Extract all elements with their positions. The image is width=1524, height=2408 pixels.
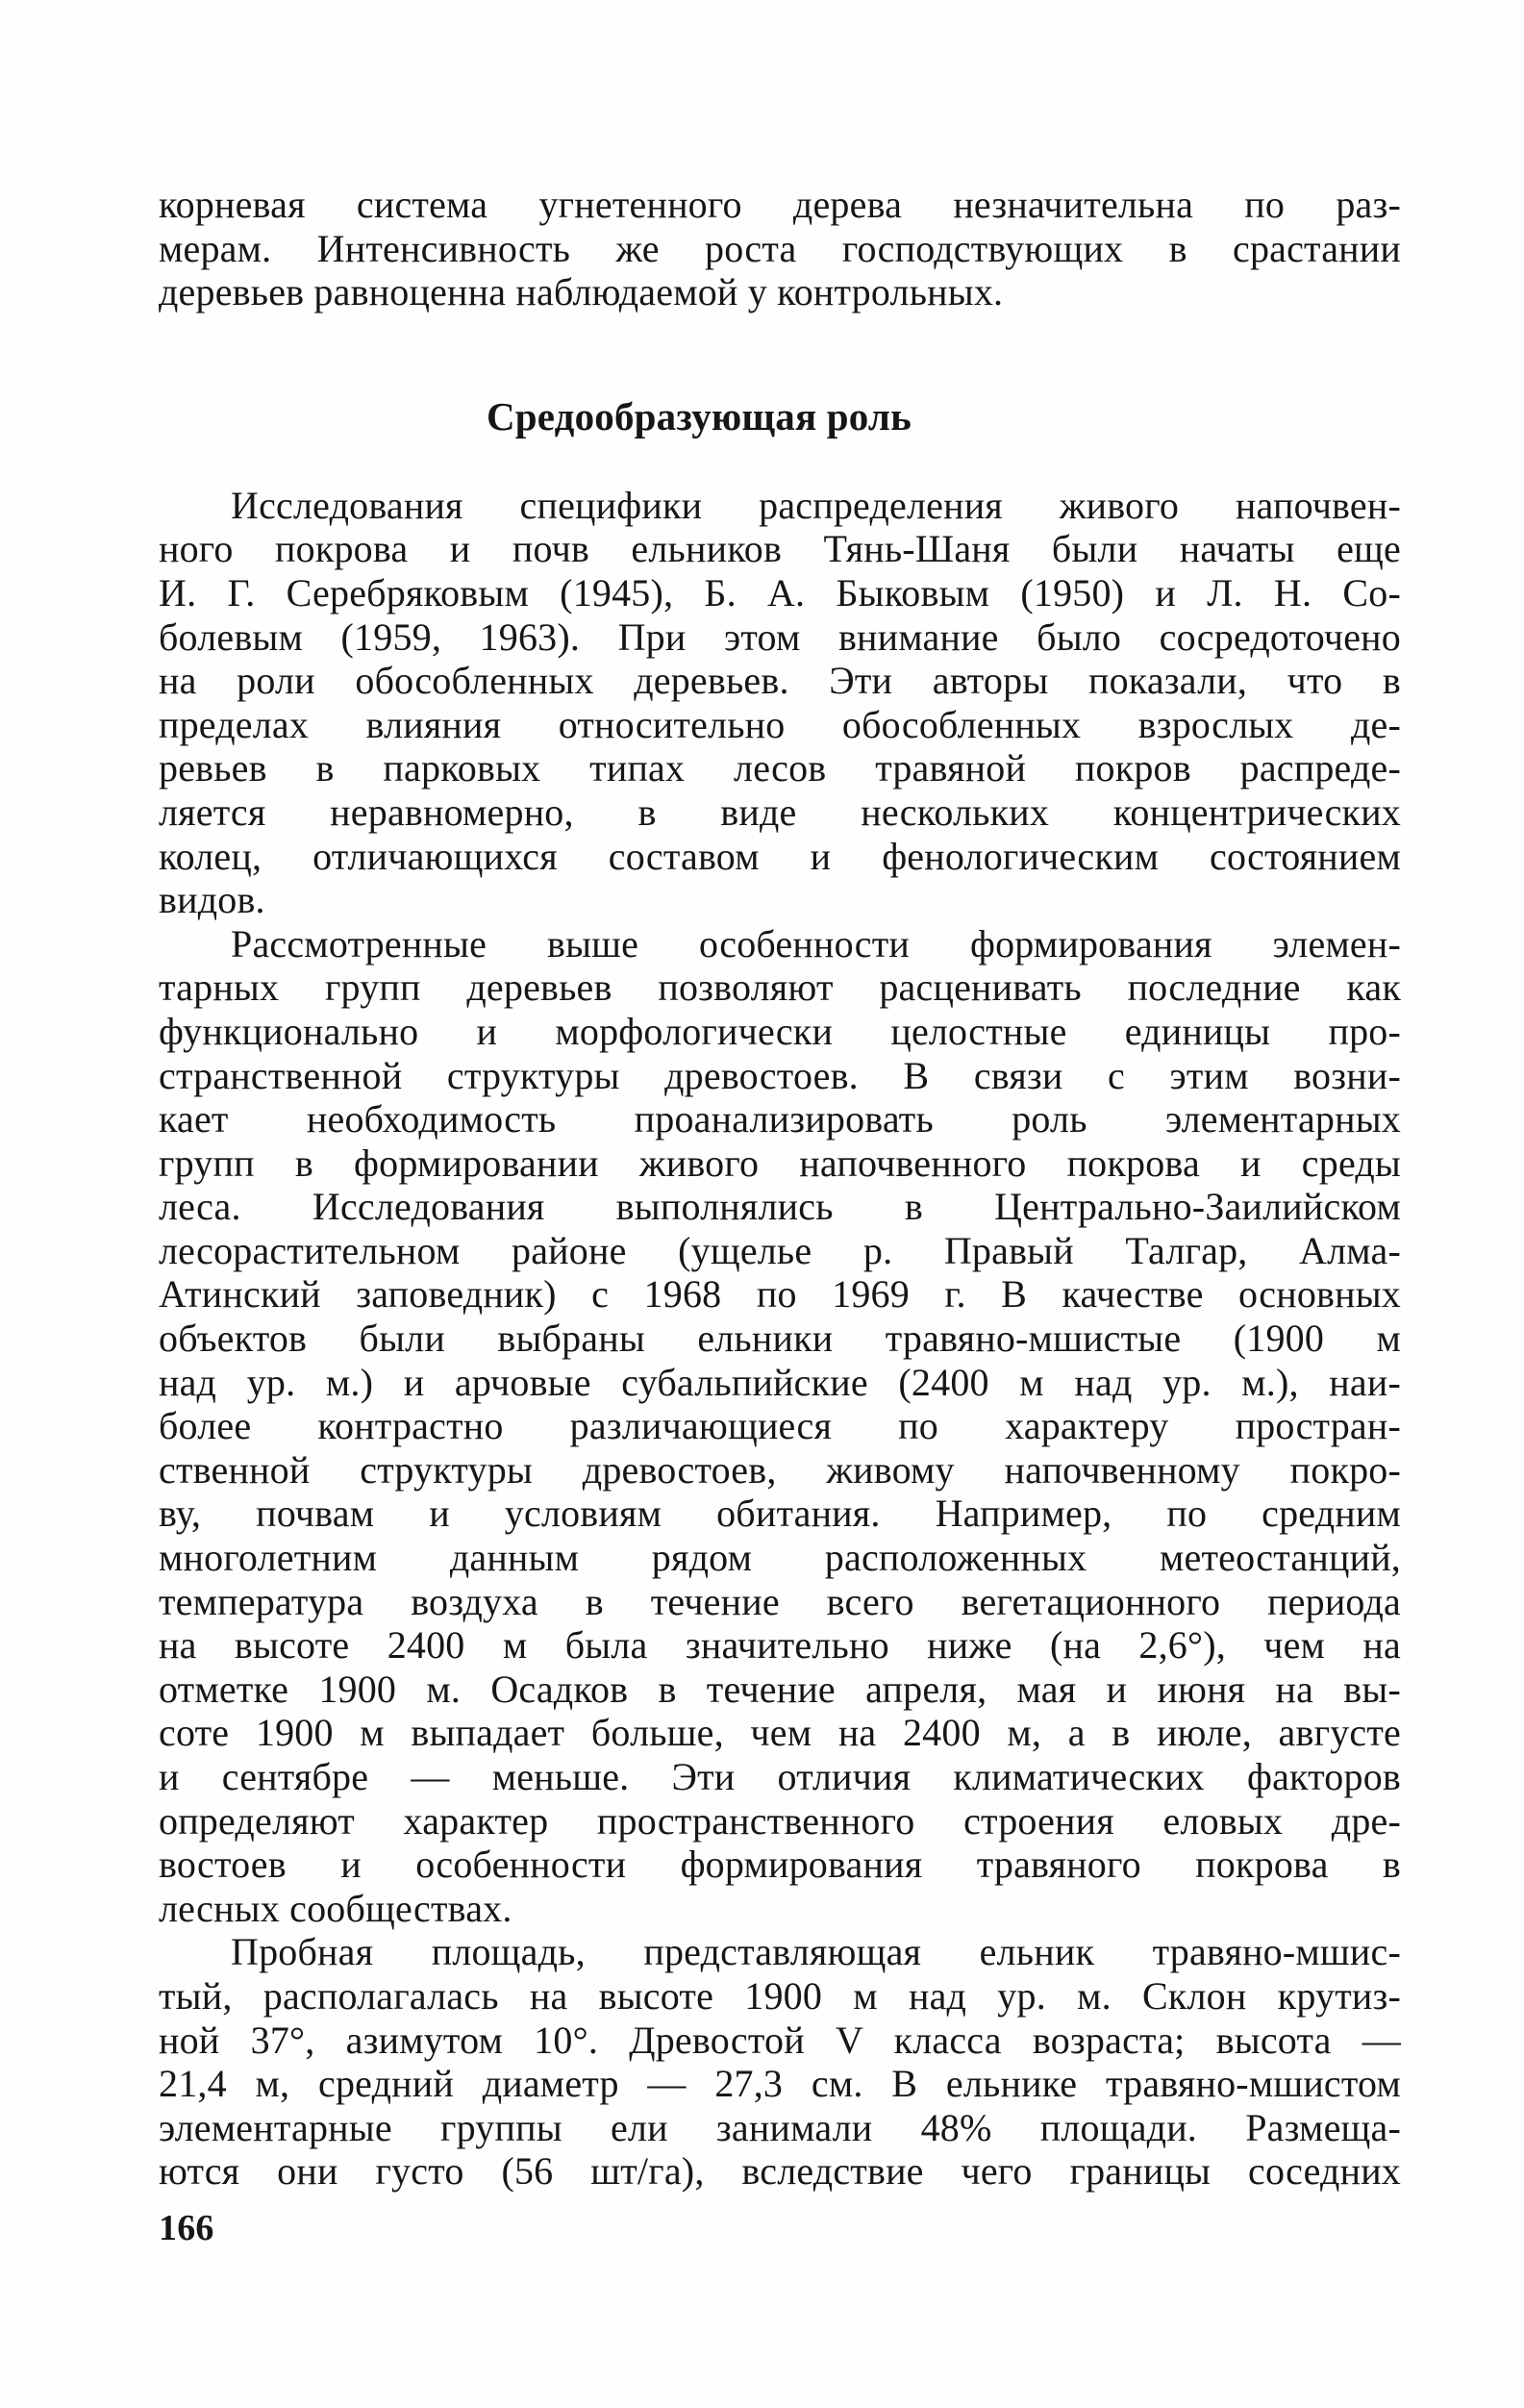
text-line: многолетним данным рядом расположенных метеостанций, — [159, 1536, 1401, 1580]
text-line: Исследования специфики распределения живого напочвен- — [231, 483, 1401, 527]
text-line: деревьев равноценна наблюдаемой у контрольных. — [159, 270, 1004, 314]
text-line: видов. — [159, 878, 265, 922]
paragraph-continuation — [159, 183, 1401, 314]
text-line: и сентябре — меньше. Эти отличия климатических факторов — [159, 1755, 1401, 1798]
text-line: кает необходимость проанализировать роль элементарных — [159, 1097, 1401, 1141]
text-line: мерам. Интенсивность же роста господствующих в срастании — [159, 226, 1401, 270]
text-line: объектов были выбраны ельники травяно-мшистые (1900 м — [159, 1317, 1401, 1361]
text-line: пределах влияния относительно обособленных взрослых де- — [159, 702, 1401, 746]
text-line: ются они густо (56 шт/га), вследствие чего границы соседних — [159, 2149, 1401, 2194]
paragraph — [159, 922, 1401, 1931]
text-line: определяют характер пространственного строения еловых дре- — [159, 1798, 1401, 1843]
text-line: ственной структуры древостоев, живому напочвенному покро- — [159, 1447, 1401, 1492]
text-line: лесорастительном районе (ущелье р. Правый Талгар, Алма- — [159, 1228, 1401, 1272]
text-line: на высоте 2400 м была значительно ниже (на 2,6°), чем на — [159, 1623, 1401, 1668]
text-line: соте 1900 м выпадает больше, чем на 2400 м, а в июле, августе — [159, 1711, 1401, 1755]
paragraph — [159, 1930, 1401, 2194]
page-number: 166 — [159, 2207, 214, 2248]
text-line: И. Г. Серебряковым (1945), Б. А. Быковым (1950) и Л. Н. Со- — [159, 570, 1401, 615]
text-line: леса. Исследования выполнялись в Центрально-Заилийском — [159, 1185, 1401, 1229]
text-line: элементарные группы ели занимали 48% площади. Размеща- — [159, 2105, 1401, 2149]
text-line: более контрастно различающиеся по характеру простран- — [159, 1404, 1401, 1448]
text-line: болевым (1959, 1963). При этом внимание было сосредоточено — [159, 615, 1401, 659]
section-heading: Средообразующая роль — [486, 393, 912, 439]
text-line: температура воздуха в течение всего вегетационного периода — [159, 1579, 1401, 1623]
text-line: над ур. м.) и арчовые субальпийские (2400 м над ур. м.), наи- — [159, 1360, 1401, 1404]
text-line: ву, почвам и условиям обитания. Например, по средним — [159, 1492, 1401, 1536]
text-line: отметке 1900 м. Осадков в течение апреля, мая и июня на вы- — [159, 1667, 1401, 1711]
text-line: ной 37°, азимутом 10°. Древостой V класса возраста; высота — — [159, 2018, 1401, 2062]
text-line: 21,4 м, средний диаметр — 27,3 см. В ельнике травяно-мшистом — [159, 2062, 1401, 2106]
text-line: тый, располагалась на высоте 1900 м над ур. м. Склон крутиз- — [159, 1973, 1401, 2018]
text-line: колец, отличающихся составом и фенологическим состоянием — [159, 834, 1401, 878]
text-line: тарных групп деревьев позволяют расценивать последние как — [159, 966, 1401, 1010]
text-line: востоев и особенности формирования травяного покрова в — [159, 1843, 1401, 1887]
text-line: Рассмотренные выше особенности формирования элемен- — [231, 921, 1401, 966]
paragraph — [159, 484, 1401, 922]
text-line: на роли обособленных деревьев. Эти авторы показали, что в — [159, 659, 1401, 703]
text-line: Атинский заповедник) с 1968 по 1969 г. В качестве основных — [159, 1272, 1401, 1317]
text-line: функционально и морфологически целостные единицы про- — [159, 1009, 1401, 1053]
text-line: групп в формировании живого напочвенного покрова и среды — [159, 1141, 1401, 1185]
text-line: ревьев в парковых типах лесов травяной покров распреде- — [159, 746, 1401, 790]
text-line: ного покрова и почв ельников Тянь-Шаня были начаты еще — [159, 527, 1401, 571]
text-line: лесных сообществах. — [159, 1886, 512, 1930]
text-line: странственной структуры древостоев. В связи с этим возни- — [159, 1053, 1401, 1097]
text-line: корневая система угнетенного дерева незначительна по раз- — [159, 183, 1401, 226]
text-column — [159, 0, 1401, 2250]
text-line: Пробная площадь, представляющая ельник травяно-мшис- — [231, 1930, 1401, 1974]
text-line: ляется неравномерно, в виде нескольких концентрических — [159, 790, 1401, 834]
